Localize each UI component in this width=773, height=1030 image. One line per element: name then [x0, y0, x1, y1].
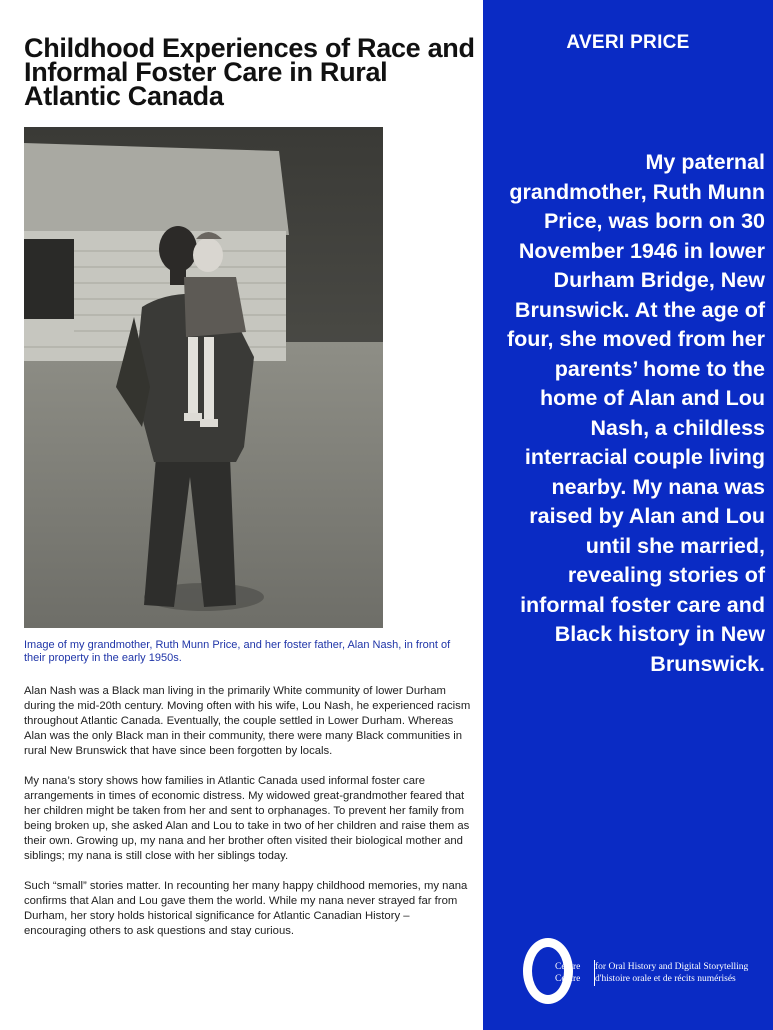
logo-line2-right: d'histoire orale et de récits numérisés	[595, 974, 736, 984]
barn-door	[24, 239, 74, 319]
pull-quote: My paternal grandmother, Ruth Munn Price, was born on 30 November 1946 in lower Durham Bridge, New Brunswick. At the age of four, she moved from her parents’ home to the home of Alan and Lou Nash, a childless interracial couple living nearby. My nana was raised by Alan and Lou until she married, revealing stories of informal foster care and Black history in New Brunswick.	[506, 150, 765, 676]
body-paragraph: Such “small” stories matter. In recounting her many happy childhood memories, my nana confirms that Alan and Lou gave them the world. While my nana never strayed far from Durham, her story holds historical significance for Atlantic Canadian History – encouraging others to ask questions and stay curious.	[24, 880, 468, 937]
author-name: AVERI PRICE	[566, 32, 690, 53]
logo-line2-left: Centre	[555, 974, 581, 984]
sidebar-panel	[483, 0, 773, 1030]
body-paragraph: Alan Nash was a Black man living in the primarily White community of lower Durham during the mid-20th century. Moving often with his wife, Lou Nash, he experienced racism throughout Atlantic Canada. Eventually, the couple settled in Lower Durham. Whereas Alan was the only Black man in their community, there were many Black communities in rural New Brunswick that have since been forgotten by locals.	[24, 685, 471, 757]
page-title: Childhood Experiences of Race and Informal Foster Care in Rural Atlantic Canada	[24, 33, 475, 111]
centre-logo	[523, 938, 763, 1008]
logo-text	[555, 961, 748, 985]
body-text	[24, 684, 472, 954]
photo-caption: Image of my grandmother, Ruth Munn Price, and her foster father, Alan Nash, in front of their property in the early 1950s.	[24, 639, 451, 664]
logo-line1-right: for Oral History and Digital Storytelling	[595, 962, 749, 972]
child-dress	[184, 277, 246, 337]
photo-illustration	[24, 127, 383, 628]
barn-roof	[24, 143, 289, 235]
man-head	[159, 226, 197, 272]
logo-line1-left: Centre	[555, 962, 581, 972]
historical-photo	[24, 127, 383, 628]
child-head	[193, 238, 223, 272]
body-paragraph: My nana’s story shows how families in Atlantic Canada used informal foster care arrangements in times of economic distress. My widowed great-grandmother feared that her children might be taken from her and sent to orphanages. To prevent her family from being broken up, she asked Alan and Lou to take in two of her children and raise them as their own. Growing up, my nana and her brother often visited their biological mother and siblings; my nana is still close with her siblings today.	[24, 775, 470, 862]
